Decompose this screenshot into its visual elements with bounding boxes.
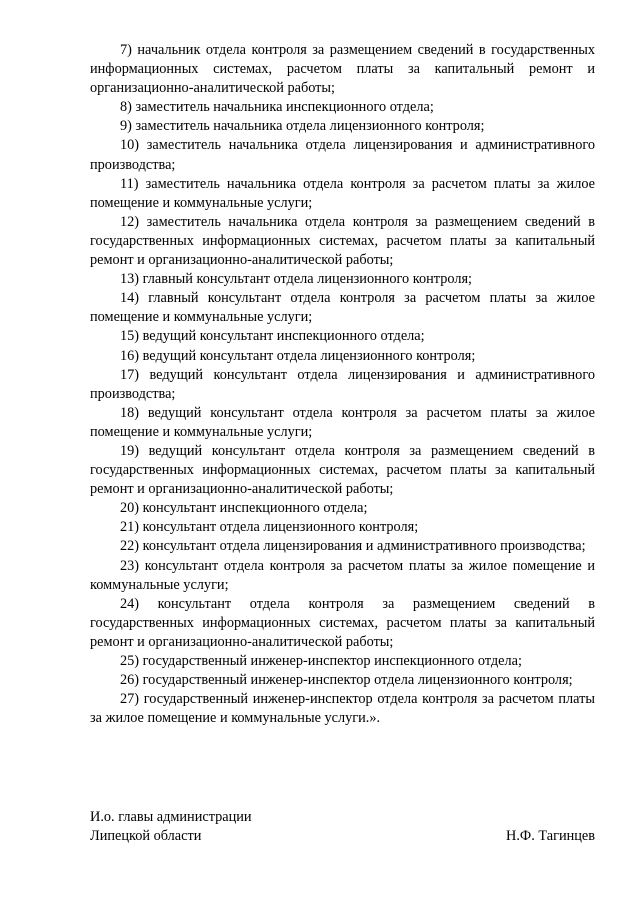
list-item: 19) ведущий консультант отдела контроля за размещением сведений в государственных информационных системах, расчетом платы за капитальный ремонт и организационно-аналитической работы; <box>90 442 595 498</box>
list-item: 23) консультант отдела контроля за расчетом платы за жилое помещение и коммунальные услуги; <box>90 557 595 593</box>
list-item: 9) заместитель начальника отдела лицензионного контроля; <box>120 118 485 135</box>
list-item: 14) главный консультант отдела контроля за расчетом платы за жилое помещение и коммунальные услуги; <box>90 290 595 326</box>
signature-row <box>90 827 595 846</box>
document-body <box>90 41 595 728</box>
list-item: 27) государственный инженер-инспектор отдела контроля за расчетом платы за жилое помещение и коммунальные услуги.». <box>90 691 595 727</box>
signatory-name: Н.Ф. Тагинцев <box>506 828 595 845</box>
list-item: 8) заместитель начальника инспекционного отдела; <box>120 99 434 116</box>
list-item: 15) ведущий консультант инспекционного отдела; <box>120 328 425 345</box>
list-item: 7) начальник отдела контроля за размещением сведений в государственных информационных системах, расчетом платы за капитальный ремонт и организационно-аналитической работы; <box>90 42 595 97</box>
list-item: 13) главный консультант отдела лицензионного контроля; <box>120 271 473 288</box>
list-item: 10) заместитель начальника отдела лицензирования и административного производства; <box>90 137 595 173</box>
list-item: 11) заместитель начальника отдела контроля за расчетом платы за жилое помещение и коммунальные услуги; <box>90 175 595 211</box>
list-item: 17) ведущий консультант отдела лицензирования и административного производства; <box>90 366 595 402</box>
signature-title: И.о. главы администрации <box>90 809 252 825</box>
list-item: 26) государственный инженер-инспектор отдела лицензионного контроля; <box>120 672 573 689</box>
list-item: 21) консультант отдела лицензионного контроля; <box>120 519 419 536</box>
signature-region: Липецкой области <box>90 828 202 845</box>
list-item: 12) заместитель начальника отдела контроля за размещением сведений в государственных информационных системах, расчетом платы за капитальный ремонт и организационно-аналитической работы; <box>90 213 595 269</box>
list-item: 24) консультант отдела контроля за размещением сведений в государственных информационных системах, расчетом платы за капитальный ремонт и организационно-аналитической работы; <box>90 595 595 650</box>
list-item: 16) ведущий консультант отдела лицензионного контроля; <box>120 347 476 364</box>
list-item: 20) консультант инспекционного отдела; <box>120 500 368 517</box>
signature-block <box>90 808 595 846</box>
list-item: 18) ведущий консультант отдела контроля за расчетом платы за жилое помещение и коммунальные услуги; <box>90 404 595 440</box>
list-item: 22) консультант отдела лицензирования и административного производства; <box>120 538 586 555</box>
list-item: 25) государственный инженер-инспектор инспекционного отдела; <box>120 653 522 669</box>
